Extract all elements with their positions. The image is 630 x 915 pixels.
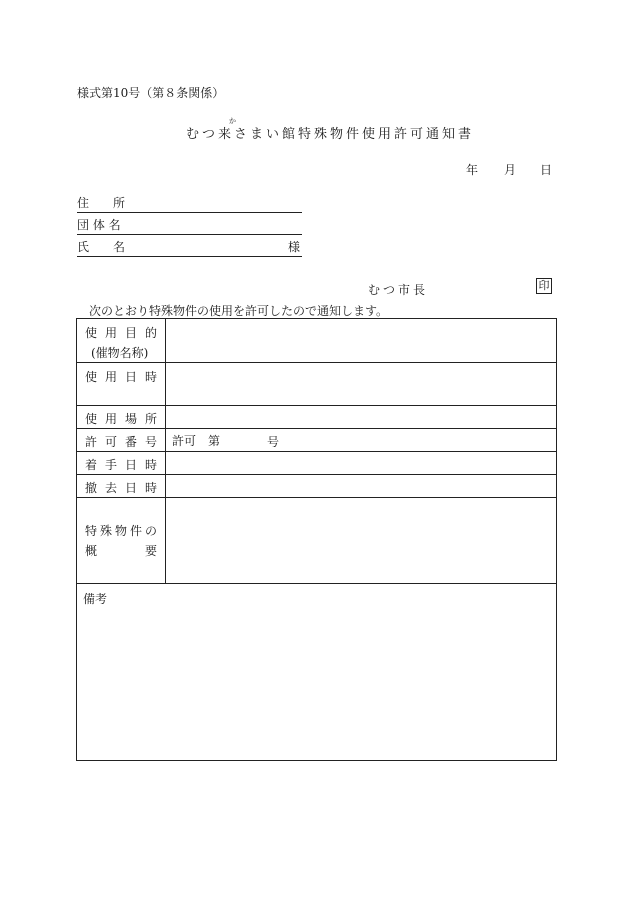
purpose-label-cell (77, 319, 166, 363)
issuer: むつ市長 (368, 283, 429, 297)
row-overview (77, 498, 557, 584)
remarks-label: 備考 (83, 592, 108, 606)
purpose-sublabel: (催物名称) (91, 346, 149, 360)
purpose-label: 使用目的 (85, 326, 157, 340)
row-permit-number (77, 429, 557, 452)
permit-label-cell (77, 429, 166, 452)
row-start (77, 452, 557, 475)
address-line (77, 196, 302, 213)
date-year-label: 年 (466, 163, 479, 177)
permit-number-value (166, 429, 557, 452)
address-label: 住 所 (77, 196, 126, 210)
start-label-cell (77, 452, 166, 475)
honorific: 様 (287, 240, 300, 254)
row-datetime (77, 363, 557, 406)
overview-label-cell (77, 498, 166, 584)
removal-datetime-label: 撤去日時 (85, 481, 157, 495)
permit-suffix: 号 (267, 435, 280, 449)
overview-value (166, 498, 557, 584)
row-place (77, 406, 557, 429)
permit-prefix: 許可 第 (172, 433, 221, 448)
place-label-cell (77, 406, 166, 429)
removal-datetime-value (166, 475, 557, 498)
purpose-value (166, 319, 557, 363)
name-label: 氏 名 (77, 240, 126, 254)
remarks-cell (77, 584, 557, 761)
overview-label-line1: 特殊物件の (85, 524, 157, 538)
group-name-label: 団 体 名 (77, 218, 121, 232)
place-value (166, 406, 557, 429)
overview-label-line2: 概 要 (85, 544, 157, 558)
seal-mark: 印 (536, 278, 552, 294)
removal-label-cell (77, 475, 166, 498)
date-day-label: 日 (540, 163, 553, 177)
document-title: むつ来さまい館特殊物件使用許可通知書 (186, 127, 475, 142)
title-ruby: か (229, 117, 236, 125)
place-label: 使用場所 (85, 412, 157, 426)
group-name-line (77, 218, 302, 235)
name-line (77, 240, 302, 257)
datetime-label-cell (77, 363, 166, 406)
start-datetime-label: 着手日時 (85, 458, 157, 472)
row-removal (77, 475, 557, 498)
form-number: 様式第10号（第８条関係） (77, 86, 225, 100)
start-datetime-value (166, 452, 557, 475)
datetime-value (166, 363, 557, 406)
date-month-label: 月 (504, 163, 517, 177)
permit-number-label: 許可番号 (85, 435, 157, 449)
datetime-label: 使用日時 (85, 370, 157, 384)
notice-text: 次のとおり特殊物件の使用を許可したので通知します。 (89, 304, 389, 318)
row-remarks (77, 584, 557, 761)
row-purpose (77, 319, 557, 363)
permit-table (76, 318, 557, 761)
